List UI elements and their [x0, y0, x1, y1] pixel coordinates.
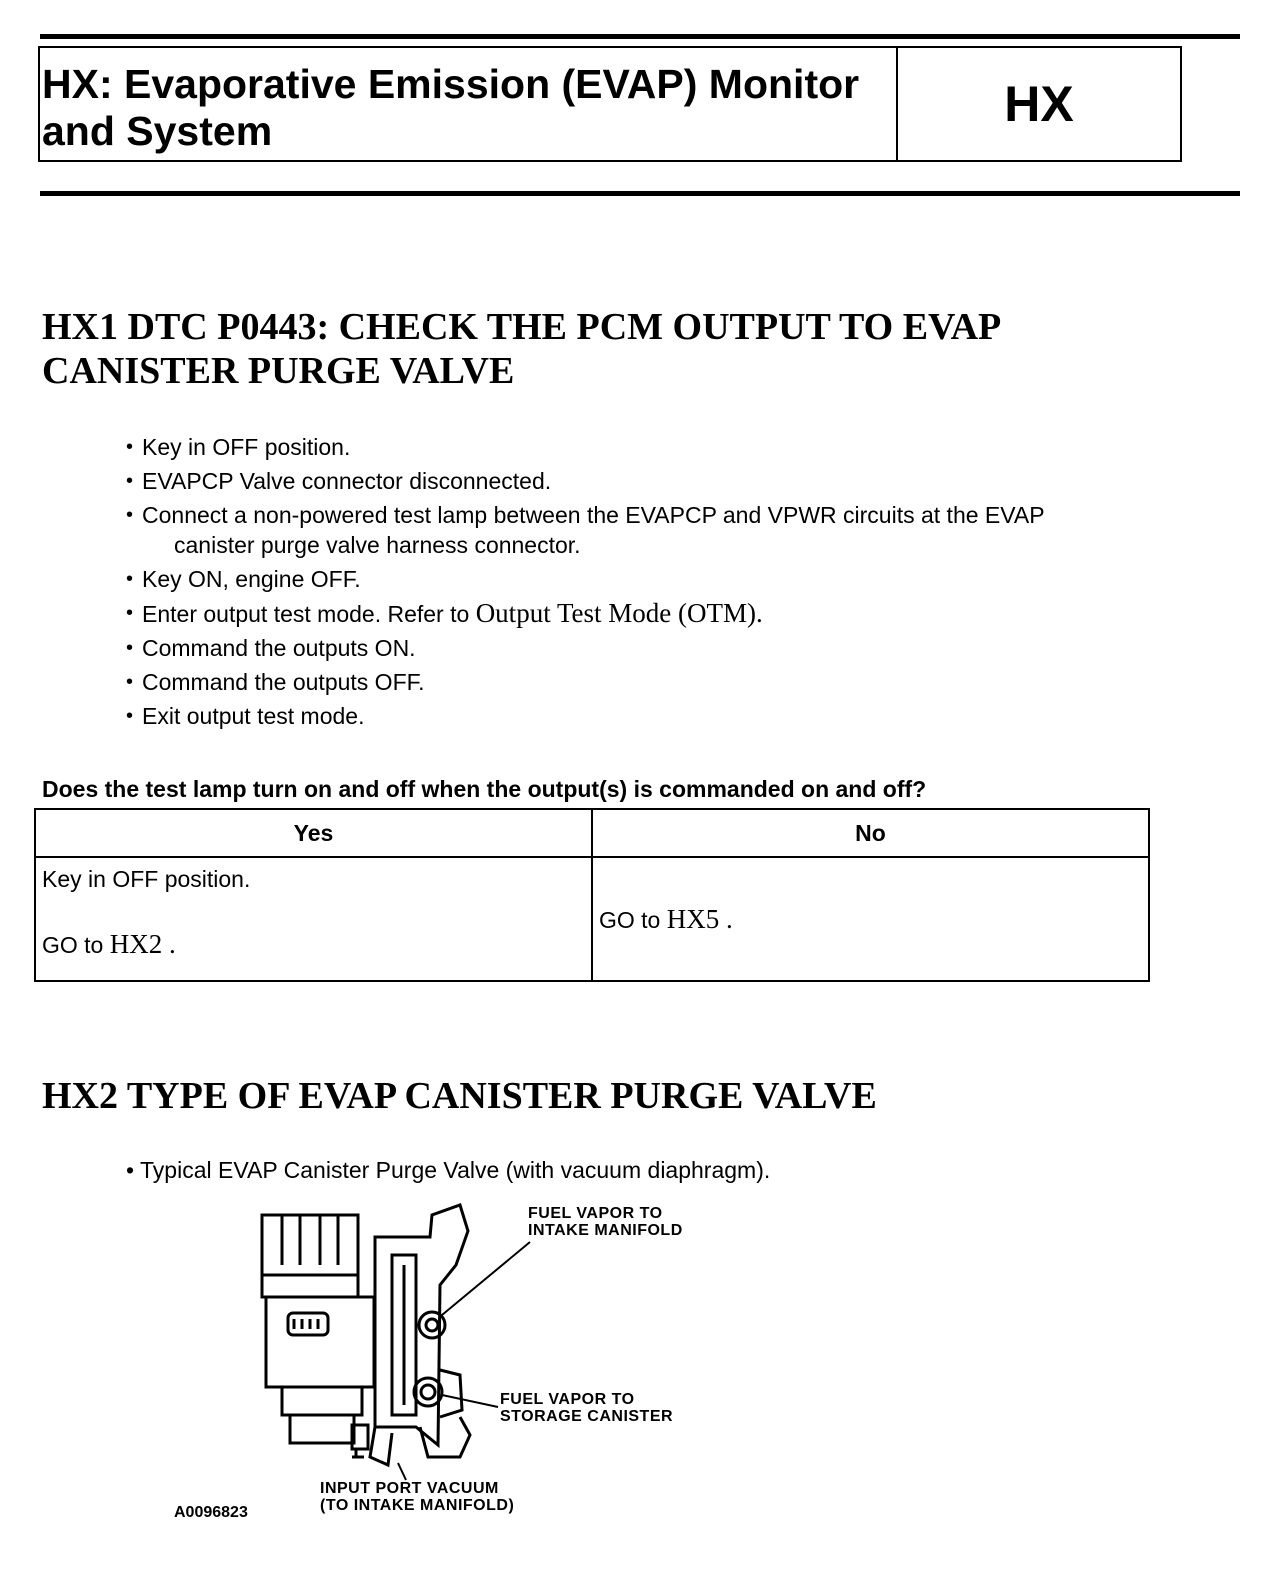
step-text: Connect a non-powered test lamp between the EVAPCP and VPWR circuits at the EVAP: [142, 502, 1045, 528]
yes-header: Yes: [35, 809, 592, 857]
hx2-link[interactable]: HX2 .: [109, 929, 176, 959]
step-text: EVAPCP Valve connector disconnected.: [142, 468, 552, 494]
hx5-link[interactable]: HX5 .: [666, 903, 733, 934]
step-item: [126, 598, 1045, 629]
step-text: Command the outputs ON.: [142, 635, 416, 661]
label-line: FUEL VAPOR TO: [528, 1205, 663, 1222]
goto-text: GO to: [42, 932, 110, 958]
hx1-steps-list: [126, 432, 1045, 735]
header-bottom-rule: [40, 191, 1240, 196]
no-cell: [592, 857, 1149, 981]
yes-line: Key in OFF position.: [42, 866, 251, 892]
step-item: [126, 432, 1045, 462]
header-box: [38, 46, 1182, 162]
step-text-continued: canister purge valve harness connector.: [174, 532, 581, 558]
yes-goto: [42, 929, 585, 960]
step-item: [126, 633, 1045, 663]
goto-text: GO to: [599, 906, 667, 933]
hx1-title: HX1 DTC P0443: CHECK THE PCM OUTPUT TO EVAP CANISTER PURGE VALVE: [42, 306, 1000, 392]
section-code: HX: [1004, 76, 1074, 132]
hx1-question: Does the test lamp turn on and off when the output(s) is commanded on and off?: [42, 776, 927, 802]
no-header: No: [592, 809, 1149, 857]
label-fuel-vapor-storage: [500, 1391, 673, 1425]
page-title: HX: Evaporative Emission (EVAP) Monitor and System: [40, 48, 898, 160]
step-text: Key in OFF position.: [142, 434, 351, 460]
label-fuel-vapor-intake: [528, 1205, 683, 1239]
top-rule: [40, 34, 1240, 39]
step-item: [126, 500, 1045, 560]
step-text: Command the outputs OFF.: [142, 669, 425, 695]
hx2-bullet: • Typical EVAP Canister Purge Valve (with vacuum diaphragm).: [126, 1157, 770, 1184]
result-table: [34, 808, 1150, 982]
label-line: STORAGE CANISTER: [500, 1408, 674, 1425]
step-item: [126, 564, 1045, 594]
step-text: Key ON, engine OFF.: [142, 566, 361, 592]
label-line: INPUT PORT VACUUM: [320, 1480, 499, 1497]
figure-reference: A0096823: [174, 1504, 248, 1521]
otm-link[interactable]: Output Test Mode (OTM).: [475, 598, 763, 628]
label-input-port-vacuum: [320, 1480, 514, 1514]
label-line: (TO INTAKE MANIFOLD): [320, 1497, 515, 1514]
step-item: [126, 701, 1045, 731]
step-text: Enter output test mode. Refer to: [142, 601, 476, 627]
hx2-title: HX2 TYPE OF EVAP CANISTER PURGE VALVE: [42, 1075, 877, 1117]
label-line: FUEL VAPOR TO: [500, 1391, 635, 1408]
step-item: [126, 667, 1045, 697]
step-item: [126, 466, 1045, 496]
yes-cell: [35, 857, 592, 981]
purge-valve-diagram: [170, 1195, 730, 1530]
label-line: INTAKE MANIFOLD: [528, 1222, 683, 1239]
step-text: Exit output test mode.: [142, 703, 365, 729]
